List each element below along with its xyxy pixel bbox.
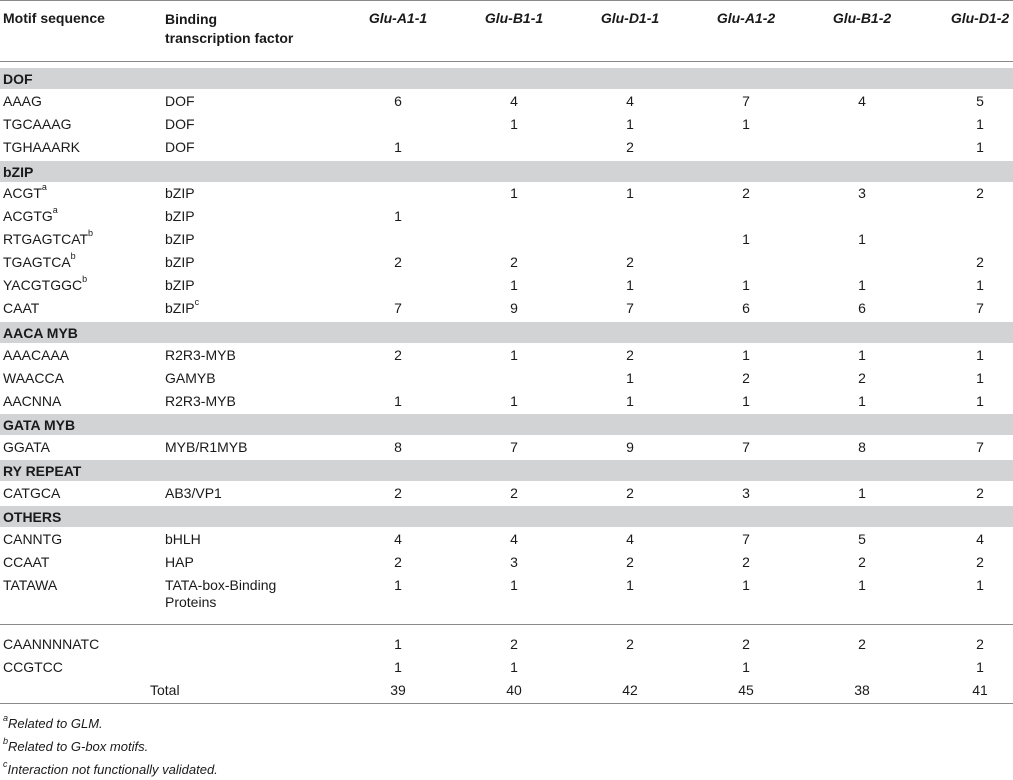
gene-header: Glu-A1-2 bbox=[716, 10, 776, 26]
value-cell: 2 bbox=[626, 254, 634, 270]
value-cell: 2 bbox=[510, 485, 518, 501]
value-cell: 1 bbox=[510, 577, 518, 593]
value-cell: 2 bbox=[976, 185, 984, 201]
value-cell: 1 bbox=[394, 577, 402, 593]
table-row bbox=[0, 297, 1013, 320]
tf-header-line1: Binding bbox=[165, 11, 218, 27]
value-cell: 9 bbox=[626, 439, 634, 455]
value-cell: 7 bbox=[394, 300, 402, 316]
table-row bbox=[0, 482, 1013, 505]
value-cell: 5 bbox=[858, 531, 866, 547]
value-cell: 2 bbox=[742, 636, 750, 652]
section-label: bZIP bbox=[3, 164, 34, 180]
tf-cell: TATA-box-Binding bbox=[165, 577, 277, 593]
total-row bbox=[0, 679, 1013, 702]
value-cell: 4 bbox=[510, 531, 518, 547]
value-cell: 7 bbox=[976, 439, 984, 455]
tf-cell: bZIP bbox=[165, 208, 195, 224]
value-cell: 1 bbox=[510, 185, 518, 201]
table-row bbox=[0, 574, 1013, 618]
value-cell: 2 bbox=[626, 485, 634, 501]
value-cell: 1 bbox=[976, 347, 984, 363]
table-row bbox=[0, 182, 1013, 205]
gene-header: Glu-B1-2 bbox=[832, 10, 892, 26]
footnote-mark: b bbox=[70, 251, 76, 261]
motif-cell: CATGCA bbox=[3, 485, 61, 501]
gene-header: Glu-D1-1 bbox=[600, 10, 660, 26]
value-cell: 5 bbox=[976, 93, 984, 109]
value-cell: 2 bbox=[626, 139, 634, 155]
value-cell: 2 bbox=[976, 485, 984, 501]
value-cell: 3 bbox=[742, 485, 750, 501]
value-cell: 7 bbox=[626, 300, 634, 316]
table-row bbox=[0, 136, 1013, 159]
tf-cell: GAMYB bbox=[165, 370, 216, 386]
value-cell: 2 bbox=[976, 636, 984, 652]
value-cell: 2 bbox=[742, 370, 750, 386]
motif-text: YACGTGGC bbox=[3, 277, 83, 293]
value-cell: 1 bbox=[976, 393, 984, 409]
table-row bbox=[0, 436, 1013, 459]
motif-text: ACGTG bbox=[3, 208, 53, 224]
value-cell: 2 bbox=[858, 636, 866, 652]
value-cell: 8 bbox=[858, 439, 866, 455]
tf-cell: MYB/R1MYB bbox=[165, 439, 248, 455]
section-label: GATA MYB bbox=[3, 417, 76, 433]
section-others bbox=[0, 505, 1013, 528]
value-cell: 1 bbox=[858, 485, 866, 501]
table-row bbox=[0, 367, 1013, 390]
tf-cell: bZIP bbox=[165, 277, 195, 293]
value-cell: 1 bbox=[858, 577, 866, 593]
value-cell: 1 bbox=[510, 659, 518, 675]
value-cell: 1 bbox=[394, 208, 402, 224]
footnote-mark: b bbox=[88, 228, 94, 238]
footnote-mark: a bbox=[41, 182, 47, 192]
value-cell: 4 bbox=[510, 93, 518, 109]
tf-cell: DOF bbox=[165, 116, 195, 132]
table-row bbox=[0, 274, 1013, 297]
total-label: Total bbox=[150, 682, 180, 698]
footnote-text: Related to GLM. bbox=[8, 716, 103, 731]
motif-cell bbox=[3, 205, 58, 224]
tf-column-header bbox=[165, 10, 325, 48]
footnote-text: Related to G-box motifs. bbox=[8, 739, 149, 754]
motif-cell bbox=[3, 182, 47, 201]
gene-header: Glu-D1-2 bbox=[950, 10, 1010, 26]
value-cell: 2 bbox=[976, 254, 984, 270]
value-cell: 2 bbox=[510, 636, 518, 652]
motif-cell bbox=[3, 251, 76, 270]
tf-cell: bZIP bbox=[165, 231, 195, 247]
value-cell: 1 bbox=[742, 577, 750, 593]
tf-cell bbox=[165, 297, 200, 316]
footnote-mark: c bbox=[3, 759, 8, 769]
motif-text: ACGT bbox=[3, 185, 42, 201]
tf-cell: DOF bbox=[165, 93, 195, 109]
value-cell: 6 bbox=[742, 300, 750, 316]
motif-cell: CAAT bbox=[3, 300, 40, 316]
value-cell: 6 bbox=[394, 93, 402, 109]
value-cell: 45 bbox=[738, 682, 754, 698]
motif-cell bbox=[3, 228, 94, 247]
value-cell: 3 bbox=[858, 185, 866, 201]
footnote-c bbox=[3, 759, 218, 777]
value-cell: 7 bbox=[510, 439, 518, 455]
value-cell: 1 bbox=[394, 636, 402, 652]
table-row bbox=[0, 528, 1013, 551]
value-cell: 8 bbox=[394, 439, 402, 455]
motif-text: TGAGTCA bbox=[3, 254, 71, 270]
value-cell: 4 bbox=[626, 93, 634, 109]
value-cell: 2 bbox=[626, 554, 634, 570]
footnote-mark: b bbox=[82, 274, 88, 284]
section-bzip bbox=[0, 160, 1013, 183]
tf-cell: R2R3-MYB bbox=[165, 347, 236, 363]
footnote-mark: b bbox=[3, 736, 9, 746]
value-cell: 1 bbox=[394, 659, 402, 675]
table-row bbox=[0, 251, 1013, 274]
value-cell: 7 bbox=[742, 439, 750, 455]
tf-cell: bZIP bbox=[165, 185, 195, 201]
value-cell: 2 bbox=[858, 554, 866, 570]
motif-cell: WAACCA bbox=[3, 370, 64, 386]
tf-cell: bZIP bbox=[165, 254, 195, 270]
value-cell: 2 bbox=[742, 554, 750, 570]
value-cell: 1 bbox=[976, 370, 984, 386]
value-cell: 2 bbox=[626, 347, 634, 363]
value-cell: 7 bbox=[742, 531, 750, 547]
motif-cell: CCAAT bbox=[3, 554, 50, 570]
value-cell: 2 bbox=[394, 485, 402, 501]
value-cell: 1 bbox=[976, 139, 984, 155]
section-aaca-myb bbox=[0, 321, 1013, 344]
table-header bbox=[0, 0, 1013, 62]
value-cell: 4 bbox=[626, 531, 634, 547]
value-cell: 42 bbox=[622, 682, 638, 698]
value-cell: 1 bbox=[742, 277, 750, 293]
motif-cell: CANNTG bbox=[3, 531, 63, 547]
value-cell: 1 bbox=[510, 347, 518, 363]
section-label: OTHERS bbox=[3, 509, 62, 525]
value-cell: 41 bbox=[972, 682, 988, 698]
value-cell: 2 bbox=[976, 554, 984, 570]
value-cell: 4 bbox=[976, 531, 984, 547]
value-cell: 1 bbox=[394, 393, 402, 409]
motif-cell: CCGTCC bbox=[3, 659, 63, 675]
value-cell: 1 bbox=[858, 393, 866, 409]
tf-header-line2: transcription factor bbox=[165, 30, 294, 46]
value-cell: 1 bbox=[742, 347, 750, 363]
value-cell: 1 bbox=[976, 277, 984, 293]
section-ry-repeat bbox=[0, 459, 1013, 482]
value-cell: 1 bbox=[626, 370, 634, 386]
motif-cell: TATAWA bbox=[3, 577, 58, 593]
value-cell: 1 bbox=[976, 116, 984, 132]
value-cell: 1 bbox=[742, 659, 750, 675]
value-cell: 1 bbox=[742, 231, 750, 247]
value-cell: 1 bbox=[858, 347, 866, 363]
section-label: RY REPEAT bbox=[3, 463, 82, 479]
value-cell: 2 bbox=[394, 554, 402, 570]
divider bbox=[0, 703, 1013, 704]
table-row bbox=[0, 633, 1013, 656]
tf-cell: HAP bbox=[165, 554, 194, 570]
value-cell: 3 bbox=[510, 554, 518, 570]
table-row bbox=[0, 344, 1013, 367]
value-cell: 1 bbox=[976, 659, 984, 675]
value-cell: 6 bbox=[858, 300, 866, 316]
value-cell: 2 bbox=[858, 370, 866, 386]
value-cell: 1 bbox=[626, 577, 634, 593]
value-cell: 1 bbox=[976, 577, 984, 593]
footnote-a bbox=[3, 713, 103, 731]
value-cell: 4 bbox=[394, 531, 402, 547]
gene-header: Glu-A1-1 bbox=[368, 10, 428, 26]
value-cell: 2 bbox=[394, 347, 402, 363]
motif-cell: GGATA bbox=[3, 439, 50, 455]
value-cell: 39 bbox=[390, 682, 406, 698]
table-row bbox=[0, 113, 1013, 136]
motif-cell: CAANNNNATC bbox=[3, 636, 100, 652]
value-cell: 1 bbox=[742, 393, 750, 409]
footnote-mark: c bbox=[194, 297, 200, 307]
footnote-mark: a bbox=[52, 205, 58, 215]
table-row bbox=[0, 551, 1013, 574]
footnote-mark: a bbox=[3, 713, 9, 723]
value-cell: 1 bbox=[742, 116, 750, 132]
value-cell: 1 bbox=[626, 116, 634, 132]
tf-cell: AB3/VP1 bbox=[165, 485, 222, 501]
motif-column-header: Motif sequence bbox=[3, 10, 105, 26]
value-cell: 2 bbox=[394, 254, 402, 270]
value-cell: 1 bbox=[626, 277, 634, 293]
table-row bbox=[0, 656, 1013, 679]
table-row bbox=[0, 228, 1013, 251]
value-cell: 7 bbox=[976, 300, 984, 316]
value-cell: 7 bbox=[742, 93, 750, 109]
motif-cell: AAAG bbox=[3, 93, 42, 109]
value-cell: 1 bbox=[626, 185, 634, 201]
value-cell: 1 bbox=[858, 277, 866, 293]
tf-cell: bHLH bbox=[165, 531, 201, 547]
footnote-text: Interaction not functionally validated. bbox=[7, 762, 218, 777]
table-row bbox=[0, 90, 1013, 113]
value-cell: 40 bbox=[506, 682, 522, 698]
footnote-b bbox=[3, 736, 149, 754]
value-cell: 1 bbox=[394, 139, 402, 155]
value-cell: 1 bbox=[858, 231, 866, 247]
motif-cell: TGCAAAG bbox=[3, 116, 72, 132]
value-cell: 1 bbox=[510, 393, 518, 409]
value-cell: 1 bbox=[626, 393, 634, 409]
value-cell: 2 bbox=[742, 185, 750, 201]
divider bbox=[0, 624, 1013, 625]
tf-text: bZIP bbox=[165, 300, 195, 316]
motif-cell: AACNNA bbox=[3, 393, 62, 409]
section-label: AACA MYB bbox=[3, 325, 78, 341]
value-cell: 1 bbox=[510, 277, 518, 293]
value-cell: 4 bbox=[858, 93, 866, 109]
value-cell: 9 bbox=[510, 300, 518, 316]
section-dof bbox=[0, 67, 1013, 90]
gene-header: Glu-B1-1 bbox=[484, 10, 544, 26]
value-cell: 38 bbox=[854, 682, 870, 698]
motif-cell: TGHAAARK bbox=[3, 139, 81, 155]
section-gata-myb bbox=[0, 413, 1013, 436]
table-row bbox=[0, 390, 1013, 413]
tf-cell: R2R3-MYB bbox=[165, 393, 236, 409]
motif-cell bbox=[3, 274, 88, 293]
value-cell: 1 bbox=[510, 116, 518, 132]
table-row bbox=[0, 205, 1013, 228]
section-label: DOF bbox=[3, 71, 33, 87]
tf-cell: DOF bbox=[165, 139, 195, 155]
value-cell: 2 bbox=[626, 636, 634, 652]
value-cell: 2 bbox=[510, 254, 518, 270]
motif-cell: AAACAAA bbox=[3, 347, 70, 363]
motif-text: RTGAGTCAT bbox=[3, 231, 89, 247]
tf-cell-line2: Proteins bbox=[165, 594, 217, 610]
